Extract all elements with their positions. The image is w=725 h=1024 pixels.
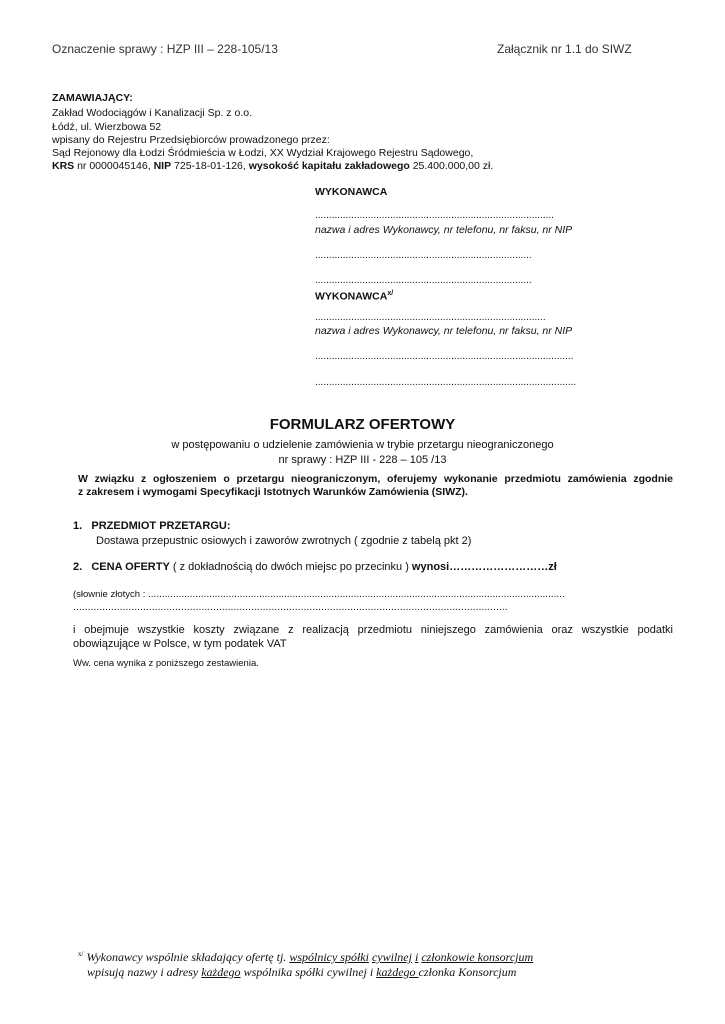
price-words-field-line-2[interactable]: .....................................................................................................................................................: [73, 601, 508, 613]
price-note-1: i obejmuje wszystkie koszty związane z realizacją przedmiotu niniejszego zamówienia oraz wszystkie podatki: [73, 624, 673, 636]
zamawiajacy-registry-intro: wpisany do Rejestru Przedsiębiorców prowadzonego przez:: [52, 134, 330, 146]
wykonawca-2-address-field[interactable]: .............................................................................................: [315, 351, 574, 362]
nip-label: NIP: [153, 160, 172, 172]
wykonawca-2-name-field[interactable]: ...................................................................................: [315, 312, 546, 323]
zamawiajacy-heading: ZAMAWIAJĄCY:: [52, 92, 133, 104]
footnote-text-2a: wpisują nazwy i adresy: [87, 965, 202, 979]
footnote-line-2: [87, 965, 516, 980]
case-reference: nr sprawy : HZP III - 228 – 105 /13: [278, 454, 447, 466]
case-number: Oznaczenie sprawy : HZP III – 228-105/13: [52, 42, 278, 56]
capital-value: 25.400.000,00 zł.: [409, 160, 494, 172]
wykonawca-1-name-field[interactable]: ......................................................................................: [315, 210, 554, 221]
krs-value: nr 0000045146,: [74, 160, 154, 172]
price-field[interactable]: wynosi………………………zł: [411, 561, 557, 573]
price-note-2: obowiązujące w Polsce, w tym podatek VAT: [73, 638, 287, 650]
form-subtitle: w postępowaniu o udzielenie zamówienia w trybie przetargu nieograniczonego: [171, 439, 554, 451]
capital-label: wysokość kapitału zakładowego: [248, 160, 410, 172]
nip-value: 725-18-01-126,: [171, 160, 249, 172]
footnote-marker: x/: [78, 950, 84, 958]
footnote-text-1f: i: [414, 950, 419, 964]
wykonawca-2-heading: [315, 288, 393, 303]
footnote-text-2e: członka Konsorcjum: [418, 965, 517, 979]
wykonawca-1-heading: WYKONAWCA: [315, 186, 388, 198]
section-1-text: Dostawa przepustnic osiowych i zaworów zwrotnych ( zgodnie z tabelą pkt 2): [96, 535, 472, 547]
zamawiajacy-name: Zakład Wodociągów i Kanalizacji Sp. z o.o.: [52, 107, 252, 119]
wykonawca-1-caption: nazwa i adres Wykonawcy, nr telefonu, nr faksu, nr NIP: [315, 224, 573, 236]
footnote-text-1a: Wykonawcy wspólnie składający ofertę tj.: [83, 950, 290, 964]
wykonawca-2-heading-text: WYKONAWCA: [315, 290, 388, 303]
footnote-text-2c: wspólnika spółki cywilnej i: [240, 965, 377, 979]
intro-line-1: W związku z ogłoszeniem o przetargu nieograniczonym, oferujemy wykonanie przedmiotu zamówienia zgodnie: [78, 473, 673, 485]
wykonawca-2-caption: nazwa i adres Wykonawcy, nr telefonu, nr faksu, nr NIP: [315, 325, 573, 337]
footnote-text-2d: każdego: [376, 965, 419, 979]
section-2-text: ( z dokładnością do dwóch miejsc po przecinku ): [169, 561, 412, 573]
intro-line-2: z zakresem i wymogami Specyfikacji Istotnych Warunków Zamówienia (SIWZ).: [78, 486, 468, 498]
zamawiajacy-registry-numbers: [52, 160, 493, 173]
price-words-label: (słownie złotych :: [73, 589, 148, 600]
price-words-field[interactable]: ......................................................................................................................................................: [147, 589, 565, 600]
footnote-text-2b: każdego: [201, 965, 241, 979]
price-summary-note: Ww. cena wynika z poniższego zestawienia.: [73, 658, 259, 669]
form-title: FORMULARZ OFERTOWY: [269, 416, 456, 433]
footnote-text-1b: wspólnicy spółki: [289, 950, 369, 964]
section-1-heading: [73, 520, 230, 532]
zamawiajacy-address: Łódź, ul. Wierzbowa 52: [52, 121, 162, 133]
wykonawca-2-contact-field[interactable]: ..............................................................................................: [315, 377, 577, 388]
zamawiajacy-court: Sąd Rejonowy dla Łodzi Śródmieścia w Łodzi, XX Wydział Krajowego Rejestru Sądowego,: [52, 147, 474, 159]
wykonawca-2-marker: x/: [387, 290, 394, 297]
section-1-title: PRZEDMIOT PRZETARGU:: [91, 520, 231, 532]
footnote-text-1d: cywilnej: [371, 950, 412, 964]
section-2-number: 2.: [73, 561, 83, 573]
section-2-heading: [73, 561, 557, 573]
section-1-number: 1.: [73, 520, 83, 532]
footnote-line-1: [78, 950, 533, 965]
footnote-text-1h: członkowie konsorcjum: [421, 950, 534, 964]
price-words-row: [73, 584, 673, 602]
attachment-label: Załącznik nr 1.1 do SIWZ: [497, 42, 632, 56]
krs-label: KRS: [52, 160, 75, 172]
section-2-title: CENA OFERTY: [91, 561, 170, 573]
wykonawca-1-address-field[interactable]: ..............................................................................: [315, 250, 532, 261]
wykonawca-1-contact-field[interactable]: ..............................................................................: [315, 275, 532, 286]
